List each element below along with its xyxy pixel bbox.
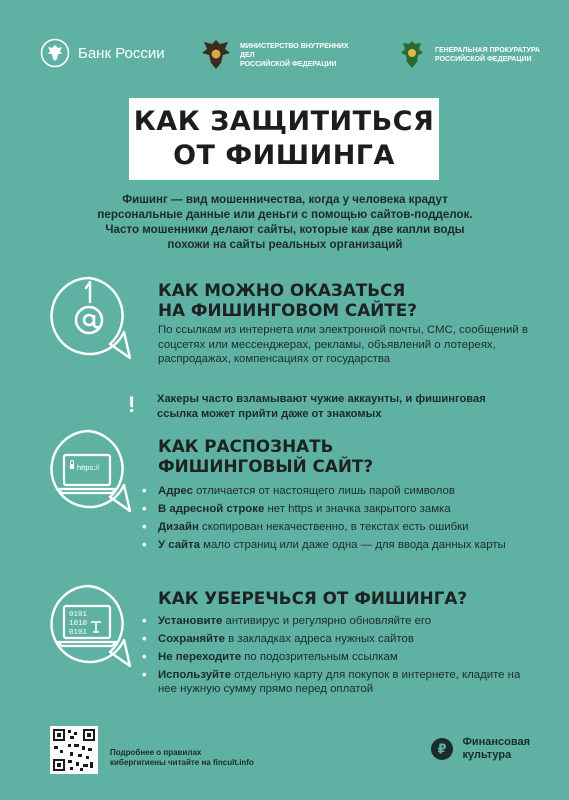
main-title-line2: ОТ ФИШИНГА [173,140,395,171]
laptop-binary-icon [44,580,134,672]
mvd-logo [198,38,358,72]
qr-code-icon[interactable] [50,726,98,774]
list-item: • В адресной строке нет https и значка закрытого замка [142,501,451,516]
section2-list [140,484,540,556]
bank-of-russia-eagle-icon [40,38,70,68]
list-item: • Дизайн скопирован некачественно, в текстах есть ошибки [142,519,469,534]
section3-title: КАК УБЕРЕЧЬСЯ ОТ ФИШИНГА? [158,588,468,608]
main-title-line1: КАК ЗАЩИТИТЬСЯ [133,106,435,137]
warning-text: Хакеры часто взламывают чужие аккаунты, и фишинговая ссылка может прийти даже от знакомых [157,393,486,420]
warning-icon: ! [128,392,136,417]
bank-name: Банк России [78,44,165,62]
binary-line3: 0101 [69,629,88,637]
bullet-icon: • [142,501,147,516]
url-label: https:// [77,463,100,472]
binary-line1: 0101 [69,611,88,619]
prosecutor-logo [395,38,553,72]
bullet-icon: • [142,631,147,646]
prosecutor-label: ГЕНЕРАЛЬНАЯ ПРОКУРАТУРА РОССИЙСКОЙ ФЕДЕРАЦИИ [435,47,540,63]
mvd-emblem-icon [198,38,234,72]
header-logos [40,38,540,78]
ruble-icon [430,737,454,761]
section1-text: По ссылкам из интернета или электронной почты, СМС, сообщений в соцсетях или мессенджерах, рекламы, объявлений о лотереях, распродажах, компенсациях от государства [158,324,528,365]
bullet-icon: • [142,613,147,628]
footer-text: Подробнее о правилах кибергигиены читайте на fincult.info [110,748,254,767]
fincult-link[interactable]: fincult.info [212,758,254,767]
section1-title: КАК МОЖНО ОКАЗАТЬСЯ НА ФИШИНГОВОМ САЙТЕ? [158,280,417,320]
bank-of-russia-logo [40,38,165,68]
list-item: • Используйте отдельную карту для покупок в интернете, кладите на нее нужную сумму прямо перед оплатой [142,667,521,695]
footer [50,726,530,776]
phishing-hook-at-icon [44,272,134,364]
laptop-url-icon [44,425,134,517]
fincult-logo: ₽ Финансовая культура [430,736,530,762]
svg-text:₽: ₽ [437,742,447,758]
bullet-icon: • [142,483,147,498]
bullet-icon: • [142,649,147,664]
section3-list [140,614,540,700]
list-item: • Адрес отличается от настоящего лишь парой символов [142,483,455,498]
section2-title: КАК РАСПОЗНАТЬ ФИШИНГОВЫЙ САЙТ? [158,436,374,476]
list-item: • Не переходите по подозрительным ссылкам [142,649,398,664]
bullet-icon: • [142,537,147,552]
binary-line2: 1010 [69,620,88,628]
mvd-label: МИНИСТЕРСТВО ВНУТРЕННИХ ДЕЛ РОССИЙСКОЙ ФЕДЕРАЦИИ [240,42,349,68]
list-item: • Установите антивирус и регулярно обновляйте его [142,613,432,628]
list-item: • Сохраняйте в закладках адреса нужных сайтов [142,631,414,646]
intro-text: Фишинг — вид мошенничества, когда у человека крадут персональные данные или деньги с помощью сайтов-подделок. Часто мошенники делают сайты, которые как две капли воды похожи на сайты реальных организаций [97,193,473,251]
main-title [129,98,439,180]
prosecutor-emblem-icon [395,38,429,72]
list-item: • У сайта мало страниц или даже одна — для ввода данных карты [142,537,506,552]
bullet-icon: • [142,519,147,534]
bullet-icon: • [142,667,147,682]
